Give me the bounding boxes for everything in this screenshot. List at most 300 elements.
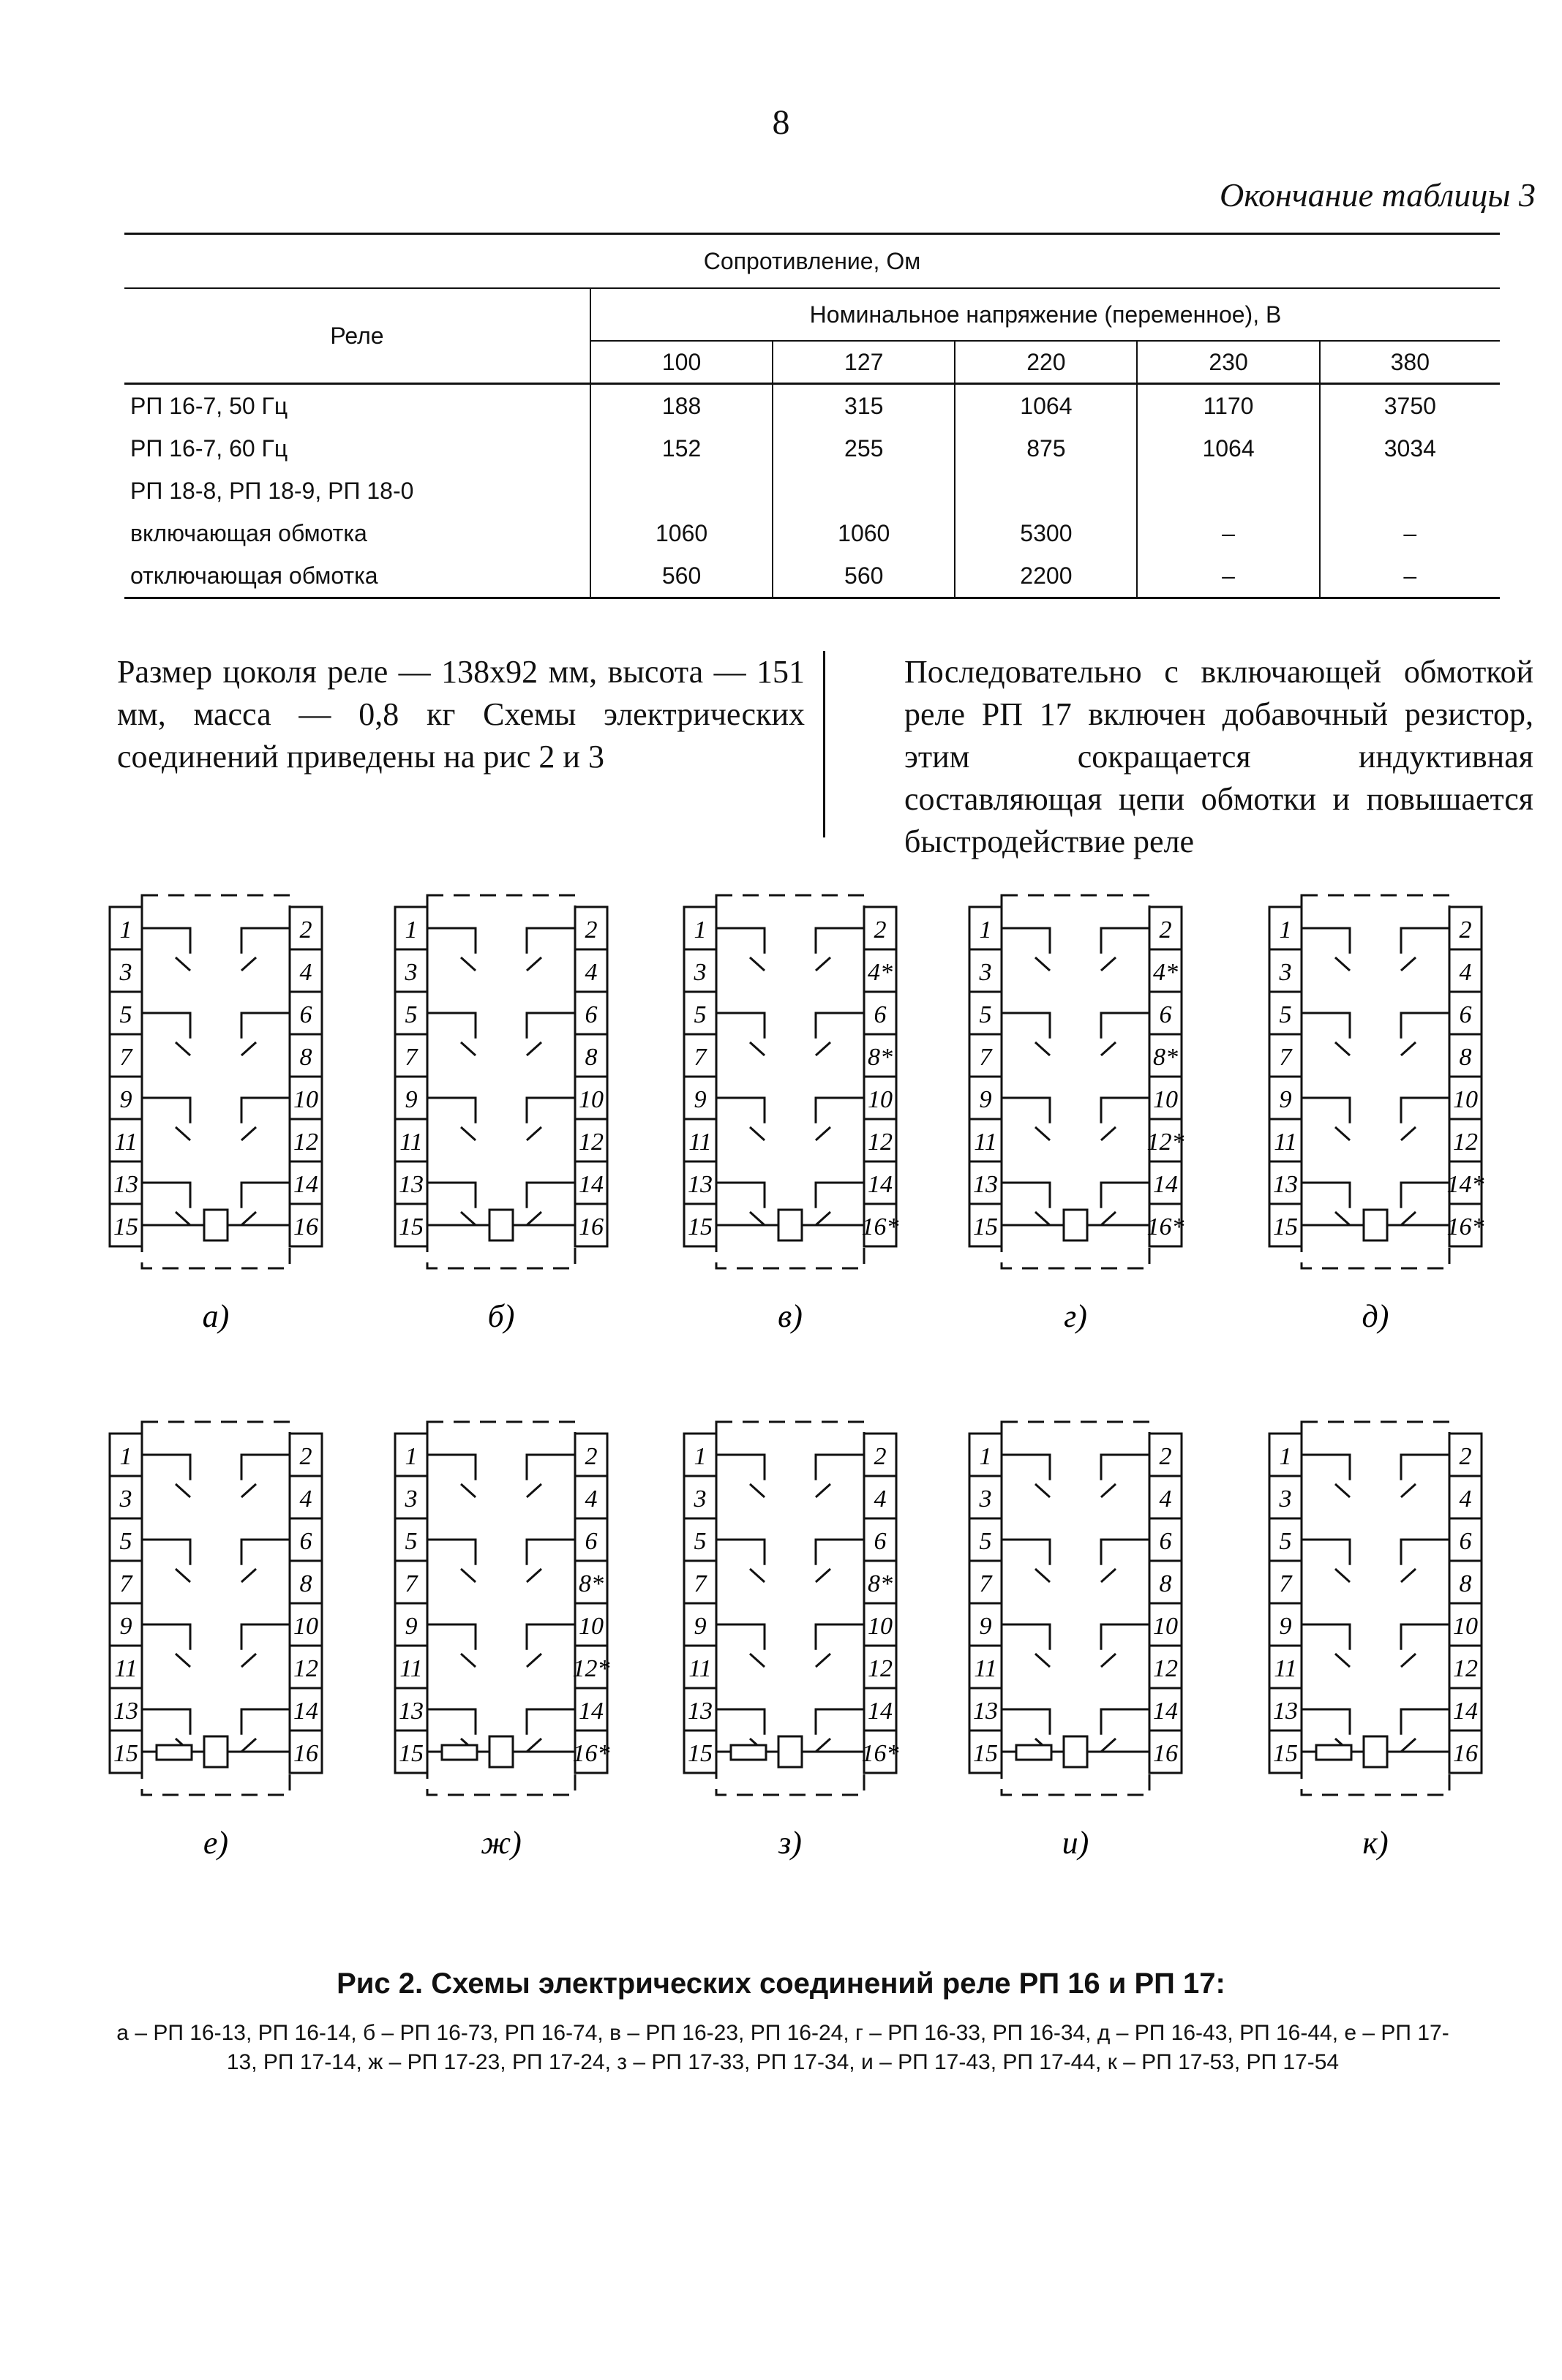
diagram-label: д) [1362, 1298, 1389, 1334]
table-row [124, 427, 1500, 470]
contact [1401, 928, 1449, 971]
terminal-number: 10 [579, 1086, 604, 1113]
row-name: РП 16-7, 60 Гц [130, 434, 288, 462]
contact [1002, 1540, 1050, 1582]
terminal-number: 6 [299, 1001, 312, 1028]
figure-legend: а – РП 16-13, РП 16-14, б – РП 16-73, РП 16-74, в – РП 16-23, РП 16-24, г – РП 16-33, РП 16-34, д – РП 16-43, РП 16-44, е – РП 17-13, РП 17-14, ж – РП 17-23, РП 17-24, з – РП 17-33, РП 17-34, и – РП 17-43, РП 17-44, к – РП 17-53, РП 17-54 [116, 2021, 1449, 2074]
terminal-number: 3 [405, 959, 418, 986]
terminal-number: 7 [1279, 1044, 1292, 1071]
terminal-number: 15 [973, 1740, 998, 1767]
contact [716, 1013, 765, 1055]
terminal-number: 14 [1153, 1171, 1178, 1198]
terminal-number: 3 [694, 1485, 707, 1513]
terminal-number: 4* [868, 959, 893, 986]
terminal-number: 13 [688, 1171, 713, 1198]
terminal-number: 11 [974, 1129, 997, 1156]
terminal-number: 4 [1159, 1485, 1172, 1513]
terminal-number: 7 [119, 1044, 132, 1071]
diagram-label: и) [1062, 1825, 1089, 1861]
cell: 875 [955, 427, 1137, 470]
terminal-number: 12 [868, 1655, 893, 1682]
terminal-number: 2 [874, 916, 887, 944]
cell: 5300 [955, 512, 1137, 554]
terminal-number: 8* [579, 1570, 604, 1597]
contact [1401, 1098, 1449, 1140]
contact [1302, 1455, 1350, 1497]
schematic [110, 1422, 322, 1861]
resistor [731, 1745, 766, 1760]
table-group-header: Сопротивление, Ом [124, 234, 1500, 289]
contact [1302, 1540, 1350, 1582]
terminal-number: 3 [979, 959, 992, 986]
cell [1320, 470, 1500, 512]
terminal-number: 15 [688, 1740, 713, 1767]
row-name: включающая обмотка [130, 519, 367, 546]
contact [1101, 1098, 1149, 1140]
terminal-number: 6 [299, 1528, 312, 1555]
contact [1302, 1013, 1350, 1055]
contact [1302, 1183, 1350, 1225]
terminal-number: 10 [1153, 1086, 1178, 1113]
terminal-number: 16 [1153, 1740, 1178, 1767]
terminal-number: 11 [1274, 1129, 1297, 1156]
contact [427, 1013, 476, 1055]
voltage-col: 230 [1137, 341, 1319, 384]
contact [241, 928, 290, 971]
contact [1101, 928, 1149, 971]
schematic [395, 1422, 610, 1861]
terminal-number: 6 [585, 1001, 598, 1028]
contact [1401, 1183, 1449, 1225]
cell: – [1320, 554, 1500, 598]
terminal-number: 12* [572, 1655, 610, 1682]
cell: 1064 [955, 384, 1137, 428]
row-name: отключающая обмотка [124, 554, 590, 598]
diagram-label: з) [778, 1825, 802, 1861]
contact [241, 1013, 290, 1055]
cell: – [1137, 512, 1319, 554]
table-row [124, 470, 1500, 512]
cell [955, 470, 1137, 512]
terminal-number: 9 [405, 1086, 418, 1113]
terminal-number: 16* [572, 1740, 610, 1767]
terminal-number: 12 [1453, 1129, 1478, 1156]
contact [1302, 1098, 1350, 1140]
terminal-number: 8* [868, 1570, 893, 1597]
terminal-number: 1 [405, 1443, 418, 1470]
contact [1401, 1013, 1449, 1055]
contact [527, 928, 575, 971]
terminal-number: 14 [579, 1171, 604, 1198]
coil [778, 1736, 802, 1767]
voltage-header: Номинальное напряжение (переменное), В [590, 288, 1500, 341]
contact [1401, 1540, 1449, 1582]
terminal-number: 2 [1159, 916, 1172, 944]
terminal-number: 10 [293, 1086, 318, 1113]
terminal-number: 3 [119, 959, 132, 986]
contact [1101, 1013, 1149, 1055]
schematic [969, 895, 1184, 1334]
terminal-number: 14 [868, 1171, 893, 1198]
contact [427, 1455, 476, 1497]
terminal-number: 15 [113, 1213, 138, 1240]
contact [241, 1540, 290, 1582]
contact [527, 1013, 575, 1055]
terminal-number: 2 [874, 1443, 887, 1470]
terminal-number: 16 [293, 1213, 318, 1240]
terminal-number: 16 [579, 1213, 604, 1240]
contact [527, 1624, 575, 1667]
contact [716, 1624, 765, 1667]
schematic [1269, 895, 1484, 1334]
contact [1101, 1183, 1149, 1225]
cell: – [1320, 512, 1500, 554]
coil [489, 1210, 513, 1240]
terminal-number: 11 [1274, 1655, 1297, 1682]
terminal-number: 4 [585, 959, 598, 986]
cell: 560 [773, 554, 955, 598]
terminal-number: 15 [688, 1213, 713, 1240]
contact [716, 1455, 765, 1497]
terminal-number: 8 [1459, 1044, 1472, 1071]
terminal-number: 16* [1446, 1213, 1484, 1240]
terminal-number: 4 [299, 1485, 312, 1513]
cell: 3750 [1320, 384, 1500, 428]
terminal-number: 10 [293, 1613, 318, 1640]
resistor [442, 1745, 477, 1760]
contact [241, 1624, 290, 1667]
terminal-number: 5 [405, 1001, 418, 1028]
contact [427, 1183, 476, 1225]
terminal-number: 9 [694, 1086, 707, 1113]
cell: 2200 [955, 554, 1137, 598]
terminal-number: 11 [114, 1655, 138, 1682]
schematic [969, 1422, 1182, 1861]
cell [590, 470, 773, 512]
terminal-number: 2 [299, 916, 312, 944]
resistance-table [124, 233, 1500, 599]
resistor [1316, 1745, 1351, 1760]
resistor [1016, 1745, 1051, 1760]
row-name: РП 16-7, 50 Гц [130, 392, 288, 419]
terminal-number: 6 [1459, 1001, 1472, 1028]
voltage-col: 220 [955, 341, 1137, 384]
terminal-number: 12 [1453, 1655, 1478, 1682]
terminal-number: 1 [119, 1443, 132, 1470]
terminal-number: 5 [405, 1528, 418, 1555]
terminal-number: 14 [579, 1698, 604, 1725]
terminal-number: 10 [868, 1086, 893, 1113]
terminal-number: 2 [1459, 1443, 1472, 1470]
terminal-number: 5 [979, 1528, 992, 1555]
terminal-number: 16* [861, 1740, 899, 1767]
contact [816, 1098, 864, 1140]
terminal-number: 8 [1459, 1570, 1472, 1597]
contact [716, 928, 765, 971]
terminal-number: 3 [405, 1485, 418, 1513]
contact [427, 1540, 476, 1582]
terminal-number: 1 [1279, 916, 1292, 944]
terminal-number: 9 [1279, 1613, 1292, 1640]
coil [1064, 1736, 1087, 1767]
terminal-number: 10 [868, 1613, 893, 1640]
diagram-label: б) [487, 1298, 515, 1334]
terminal-number: 14 [293, 1698, 318, 1725]
contact [142, 1455, 190, 1497]
terminal-number: 11 [114, 1129, 138, 1156]
terminal-number: 13 [113, 1171, 138, 1198]
cell: 1064 [1137, 427, 1319, 470]
terminal-number: 4 [1459, 1485, 1472, 1513]
terminal-number: 6 [874, 1528, 887, 1555]
cell: 1060 [590, 512, 773, 554]
terminal-number: 16 [293, 1740, 318, 1767]
contact [1002, 1183, 1050, 1225]
terminal-number: 12 [293, 1129, 318, 1156]
terminal-number: 8 [299, 1570, 312, 1597]
terminal-number: 12* [1146, 1129, 1184, 1156]
terminal-number: 7 [1279, 1570, 1292, 1597]
terminal-number: 4 [585, 1485, 598, 1513]
cell: 560 [590, 554, 773, 598]
terminal-number: 11 [974, 1655, 997, 1682]
terminal-number: 1 [405, 916, 418, 944]
terminal-number: 10 [1453, 1086, 1478, 1113]
contact [816, 1183, 864, 1225]
terminal-number: 5 [119, 1528, 132, 1555]
contact [816, 1540, 864, 1582]
terminal-number: 10 [1453, 1613, 1478, 1640]
coil [1064, 1210, 1087, 1240]
terminal-number: 4 [874, 1485, 887, 1513]
terminal-number: 5 [1279, 1001, 1292, 1028]
contact [241, 1709, 290, 1752]
terminal-number: 9 [119, 1613, 132, 1640]
terminal-number: 5 [1279, 1528, 1292, 1555]
terminal-number: 12 [293, 1655, 318, 1682]
terminal-number: 10 [579, 1613, 604, 1640]
terminal-number: 1 [1279, 1443, 1292, 1470]
terminal-number: 7 [979, 1570, 992, 1597]
terminal-number: 11 [688, 1129, 712, 1156]
terminal-number: 1 [694, 916, 707, 944]
contact [527, 1183, 575, 1225]
voltage-col: 127 [773, 341, 955, 384]
resistor [157, 1745, 192, 1760]
coil [204, 1736, 228, 1767]
terminal-number: 4 [299, 959, 312, 986]
terminal-number: 8 [299, 1044, 312, 1071]
contact [716, 1540, 765, 1582]
terminal-number: 5 [979, 1001, 992, 1028]
diagram-label: е) [203, 1825, 229, 1861]
terminal-number: 7 [979, 1044, 992, 1071]
table-row [124, 384, 1500, 428]
terminal-number: 12 [1153, 1655, 1178, 1682]
contact [816, 1013, 864, 1055]
contact [142, 1540, 190, 1582]
contact [1401, 1624, 1449, 1667]
terminal-number: 11 [399, 1655, 423, 1682]
terminal-number: 1 [979, 1443, 992, 1470]
terminal-number: 3 [1279, 959, 1292, 986]
terminal-number: 10 [1153, 1613, 1178, 1640]
terminal-number: 9 [1279, 1086, 1292, 1113]
terminal-number: 8* [1153, 1044, 1178, 1071]
contact [427, 1098, 476, 1140]
contact [1101, 1624, 1149, 1667]
cell: – [1137, 554, 1319, 598]
contact [716, 1098, 765, 1140]
cell: 188 [590, 384, 773, 428]
terminal-number: 7 [405, 1044, 418, 1071]
page-number: 8 [772, 103, 790, 142]
terminal-number: 15 [1273, 1213, 1298, 1240]
contact [816, 1455, 864, 1497]
terminal-number: 6 [1159, 1001, 1172, 1028]
terminal-number: 13 [688, 1698, 713, 1725]
terminal-number: 16* [861, 1213, 899, 1240]
terminal-number: 13 [399, 1171, 424, 1198]
terminal-number: 5 [694, 1001, 707, 1028]
terminal-number: 15 [113, 1740, 138, 1767]
terminal-number: 16* [1146, 1213, 1184, 1240]
terminal-number: 14* [1446, 1171, 1484, 1198]
contact [427, 1624, 476, 1667]
contact [427, 928, 476, 971]
contact [1002, 1013, 1050, 1055]
terminal-number: 13 [973, 1171, 998, 1198]
diagram-label: к) [1362, 1825, 1389, 1861]
cell: 1170 [1137, 384, 1319, 428]
contact [142, 1098, 190, 1140]
table-row [124, 512, 1500, 554]
terminal-number: 7 [119, 1570, 132, 1597]
terminal-number: 15 [399, 1740, 424, 1767]
schematic [110, 895, 322, 1334]
diagram-label: в) [778, 1298, 803, 1334]
terminal-number: 11 [399, 1129, 423, 1156]
terminal-number: 8 [585, 1044, 598, 1071]
terminal-number: 2 [1459, 916, 1472, 944]
coil [204, 1210, 228, 1240]
cell: 1060 [773, 512, 955, 554]
contact [142, 1624, 190, 1667]
figure-title: Рис 2. Схемы электрических соединений реле РП 16 и РП 17: [337, 1967, 1225, 2000]
terminal-number: 11 [688, 1655, 712, 1682]
terminal-number: 15 [399, 1213, 424, 1240]
contact [241, 1098, 290, 1140]
terminal-number: 3 [979, 1485, 992, 1513]
contact [241, 1183, 290, 1225]
schematic [684, 1422, 899, 1861]
terminal-number: 6 [585, 1528, 598, 1555]
terminal-number: 9 [405, 1613, 418, 1640]
cell: 315 [773, 384, 955, 428]
voltage-col: 100 [590, 341, 773, 384]
terminal-number: 8 [1159, 1570, 1172, 1597]
contact [1002, 928, 1050, 971]
contact [142, 1183, 190, 1225]
schematic [1269, 1422, 1482, 1861]
diagram-label: а) [202, 1298, 230, 1334]
cell: 3034 [1320, 427, 1500, 470]
table-row [124, 554, 1500, 598]
voltage-col: 380 [1320, 341, 1500, 384]
terminal-number: 1 [979, 916, 992, 944]
terminal-number: 13 [1273, 1698, 1298, 1725]
contact [1302, 928, 1350, 971]
column-divider [823, 651, 825, 837]
contact [241, 1455, 290, 1497]
contact [716, 1183, 765, 1225]
terminal-number: 15 [973, 1213, 998, 1240]
terminal-number: 13 [973, 1698, 998, 1725]
contact [1002, 1098, 1050, 1140]
terminal-number: 13 [1273, 1171, 1298, 1198]
terminal-number: 2 [585, 916, 598, 944]
terminal-number: 14 [868, 1698, 893, 1725]
contact [1002, 1624, 1050, 1667]
contact [527, 1540, 575, 1582]
terminal-number: 4* [1153, 959, 1178, 986]
coil [778, 1210, 802, 1240]
row-name: РП 18-8, РП 18-9, РП 18-0 [130, 477, 414, 504]
terminal-number: 13 [113, 1698, 138, 1725]
terminal-number: 3 [1279, 1485, 1292, 1513]
relay-column-header: Реле [124, 288, 590, 384]
paragraph-left: Размер цоколя реле — 138х92 мм, высота — 151 мм, масса — 0,8 кг Схемы электрических соединений приведены на рис 2 и 3 [117, 654, 805, 775]
terminal-number: 12 [868, 1129, 893, 1156]
terminal-number: 14 [1453, 1698, 1478, 1725]
schematic [395, 895, 607, 1334]
contact [1302, 1624, 1350, 1667]
contact [1401, 1455, 1449, 1497]
terminal-number: 9 [979, 1086, 992, 1113]
contact [1101, 1455, 1149, 1497]
contact [816, 1624, 864, 1667]
terminal-number: 14 [1153, 1698, 1178, 1725]
contact [816, 928, 864, 971]
terminal-number: 4 [1459, 959, 1472, 986]
contact [1002, 1455, 1050, 1497]
coil [489, 1736, 513, 1767]
coil [1364, 1210, 1387, 1240]
terminal-number: 6 [1159, 1528, 1172, 1555]
terminal-number: 14 [293, 1171, 318, 1198]
cell [1137, 470, 1319, 512]
paragraph-right: Последовательно с включающей обмоткой реле РП 17 включен добавочный резистор, этим сокращается индуктивная составляющая цепи обмотки и повышается быстродействие реле [904, 654, 1533, 859]
terminal-number: 7 [694, 1044, 707, 1071]
contact [816, 1709, 864, 1752]
contact [1401, 1709, 1449, 1752]
contact [527, 1455, 575, 1497]
cell: 152 [590, 427, 773, 470]
terminal-number: 7 [405, 1570, 418, 1597]
cell: 255 [773, 427, 955, 470]
contact [1101, 1540, 1149, 1582]
terminal-number: 5 [694, 1528, 707, 1555]
terminal-number: 12 [579, 1129, 604, 1156]
terminal-number: 8* [868, 1044, 893, 1071]
contact [142, 1013, 190, 1055]
terminal-number: 1 [694, 1443, 707, 1470]
terminal-number: 15 [1273, 1740, 1298, 1767]
contact [527, 1098, 575, 1140]
diagram-label: ж) [481, 1825, 522, 1861]
terminal-number: 9 [119, 1086, 132, 1113]
terminal-number: 2 [585, 1443, 598, 1470]
